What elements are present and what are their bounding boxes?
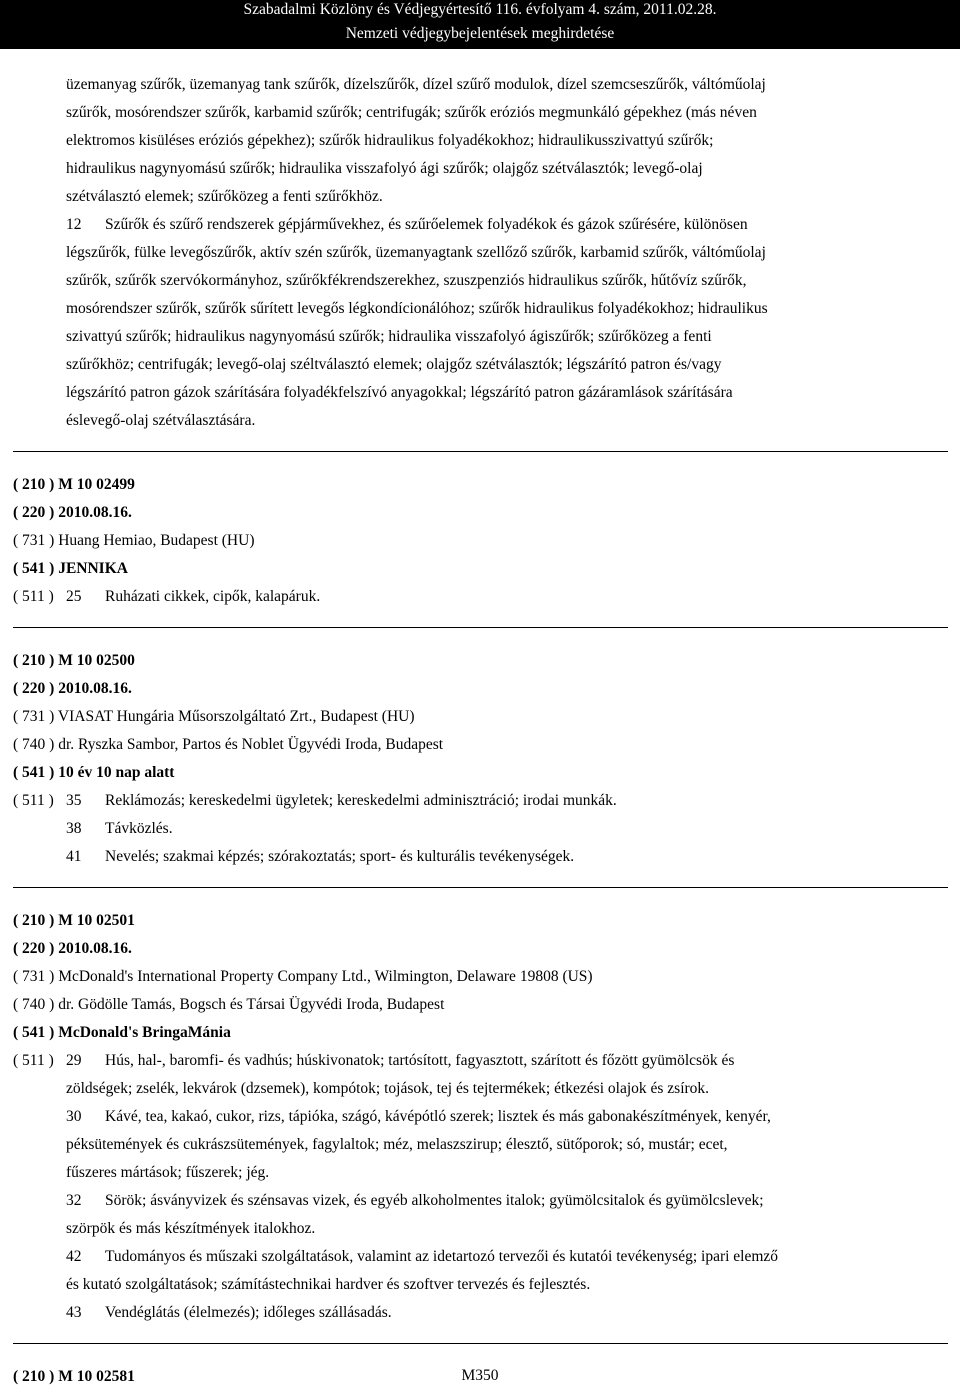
field-210: ( 210 ) M 10 02499 [13, 476, 135, 493]
field-210: ( 210 ) M 10 02581 [13, 1368, 135, 1385]
class-text: Sörök; ásványvizek és szénsavas vizek, és egyéb alkoholmentes italok; gyümölcsitalok és gyümölcslevek; [105, 1192, 764, 1209]
text-line: hidraulikus nagynyomású szűrők; hidraulika visszafolyó ági szűrők; olajgőz szétválasztók; levegő-olaj [66, 160, 703, 177]
class-number: 41 [66, 848, 82, 865]
divider [13, 627, 948, 628]
journal-title: Szabadalmi Közlöny és Védjegyértesítő 116. évfolyam 4. szám, 2011.02.28. [243, 1, 717, 18]
class-number: 12 [66, 216, 82, 233]
field-511 [13, 787, 948, 815]
class-continuation [13, 1159, 948, 1187]
field-220: ( 220 ) 2010.08.16. [13, 940, 132, 957]
field-511 [13, 583, 948, 611]
class-text: Vendéglátás (élelmezés); időleges szállásadás. [105, 1304, 392, 1321]
class-number: 35 [66, 792, 82, 809]
trademark-entry [13, 471, 948, 611]
text-line: szivattyú szűrők; hidraulikus nagynyomású szűrők; hidraulika visszafolyó ágiszűrők; szűrőközeg a fenti [66, 328, 712, 345]
continued-goods [13, 71, 948, 435]
class-row [13, 843, 948, 871]
class-continuation [13, 1075, 948, 1103]
class-text: zöldségek; zselék, lekvárok (dzsemek), kompótok; tojások, tej és tejtermékek; étkezési olajok és zsírok. [66, 1080, 710, 1097]
field-731: ( 731 ) Huang Hemiao, Budapest (HU) [13, 532, 255, 549]
class-continuation [13, 1215, 948, 1243]
class-number: 30 [66, 1108, 82, 1125]
field-731: ( 731 ) McDonald's International Property Company Ltd., Wilmington, Delaware 19808 (US) [13, 968, 593, 985]
class-text: Szűrők és szűrő rendszerek gépjárművekhez, és szűrőelemek folyadékok és gázok szűrésére, különösen [105, 216, 748, 233]
section-title: Nemzeti védjegybejelentések meghirdetése [345, 25, 615, 42]
field-220: ( 220 ) 2010.08.16. [13, 504, 132, 521]
field-511-code: ( 511 ) [13, 1052, 54, 1069]
text-line: szűrőkhöz; centrifugák; levegő-olaj széltválasztó elemek; olajgőz szétválasztók; légszárító patron és/vagy [66, 356, 722, 373]
field-511-code: ( 511 ) [13, 588, 54, 605]
class-continuation [13, 1271, 948, 1299]
divider [13, 451, 948, 452]
page-header [0, 0, 960, 49]
class-number: 38 [66, 820, 82, 837]
field-731: ( 731 ) VIASAT Hungária Műsorszolgáltató Zrt., Budapest (HU) [13, 708, 415, 725]
class-text: Hús, hal-, baromfi- és vadhús; húskivonatok; tartósított, fagyasztott, szárított és főzött gyümölcsök és [105, 1052, 735, 1069]
class-number: 29 [66, 1052, 82, 1069]
field-740: ( 740 ) dr. Ryszka Sambor, Partos és Noblet Ügyvédi Iroda, Budapest [13, 736, 444, 753]
field-740: ( 740 ) dr. Gödölle Tamás, Bogsch és Társai Ügyvédi Iroda, Budapest [13, 996, 445, 1013]
text-line: elektromos kisüléses eróziós gépekhez); szűrők hidraulikus folyadékokhoz; hidraulikusszivattyú szűrők; [66, 132, 714, 149]
field-220: ( 220 ) 2010.08.16. [13, 680, 132, 697]
class-row [13, 1103, 948, 1131]
class-text: fűszeres mártások; fűszerek; jég. [66, 1164, 270, 1181]
divider [13, 1343, 948, 1344]
text-line: szűrők, mosórendszer szűrők, karbamid szűrők; centrifugák; szűrők eróziós megmunkáló gépekhez (más néven [66, 104, 757, 121]
class-text: Kávé, tea, kakaó, cukor, rizs, tápióka, szágó, kávépótló szerek; lisztek és más gabonakészítmények, kenyér, [105, 1108, 771, 1125]
class-text: Nevelés; szakmai képzés; szórakoztatás; sport- és kulturális tevékenységek. [105, 848, 575, 865]
field-541: ( 541 ) 10 év 10 nap alatt [13, 764, 175, 781]
class-row [13, 1299, 948, 1327]
class-number: 25 [66, 588, 82, 605]
text-line: légszárító patron gázok szárítására folyadékfelszívó anyagokkal; légszárító patron gázáramlások szárítására [66, 384, 733, 401]
class-row [13, 1187, 948, 1215]
field-541: ( 541 ) McDonald's BringaMánia [13, 1024, 231, 1041]
class-text: szörpök és más készítmények italokhoz. [66, 1220, 316, 1237]
text-line: szétválasztó elemek; szűrőközeg a fenti szűrőkhöz. [66, 188, 383, 205]
field-511-code: ( 511 ) [13, 792, 54, 809]
text-line: üzemanyag szűrők, üzemanyag tank szűrők, dízelszűrők, dízel szűrő modulok, dízel szemcseszűrők, váltóműolaj [66, 76, 766, 93]
class-text: péksütemények és cukrászsütemények, fagylaltok; méz, melaszszirup; élesztő, sütőporok; só, mustár; ecet, [66, 1136, 728, 1153]
class-number: 42 [66, 1248, 82, 1265]
text-line: szűrők, szűrők szervókormányhoz, szűrőkfékrendszerekhez, szuszpenziós hidraulikus szűrők, hűtővíz szűrők, [66, 272, 747, 289]
class-continuation [13, 1131, 948, 1159]
class-number: 43 [66, 1304, 82, 1321]
text-line: éslevegő-olaj szétválasztására. [66, 412, 256, 429]
text-line: légszűrők, fülke levegőszűrők, aktív szén szűrők, üzemanyagtank szellőző szűrők, karbamid szűrők, váltóműolaj [66, 244, 766, 261]
page-number: M350 [461, 1367, 499, 1384]
class-number: 32 [66, 1192, 82, 1209]
field-541: ( 541 ) JENNIKA [13, 560, 128, 577]
field-511 [13, 1047, 948, 1075]
class-text: Reklámozás; kereskedelmi ügyletek; kereskedelmi adminisztráció; irodai munkák. [105, 792, 617, 809]
class-text: Távközlés. [105, 820, 173, 837]
class-row [13, 1243, 948, 1271]
text-line: mosórendszer szűrők, szűrők sűrített levegős légkondícionálóhoz; szűrők hidraulikus folyadékokhoz; hidraulikus [66, 300, 768, 317]
field-210: ( 210 ) M 10 02501 [13, 912, 135, 929]
class-12-line [13, 211, 948, 239]
class-row [13, 815, 948, 843]
class-text: és kutató szolgáltatások; számítástechnikai hardver és szoftver tervezés és fejlesztés. [66, 1276, 591, 1293]
trademark-entry [13, 907, 948, 1327]
class-text: Ruházati cikkek, cipők, kalapáruk. [105, 588, 321, 605]
class-text: Tudományos és műszaki szolgáltatások, valamint az idetartozó tervezői és kutatói tevékenység; ipari elemző [105, 1248, 779, 1265]
page-content [13, 71, 948, 1391]
divider [13, 887, 948, 888]
trademark-entry [13, 647, 948, 871]
field-210: ( 210 ) M 10 02500 [13, 652, 135, 669]
